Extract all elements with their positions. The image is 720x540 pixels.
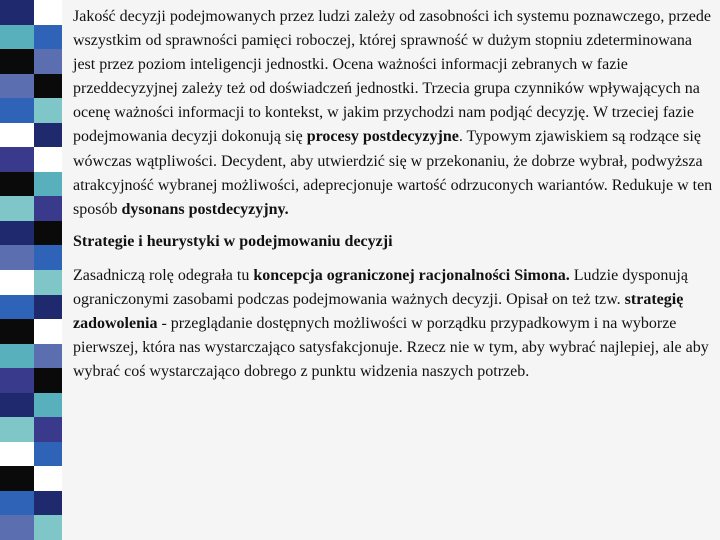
paragraph-text: - przeglądanie dostępnych możliwości w porządku przypadkowym i na wyborze pierwszej, która nas wystarczająco satysfakcjonuje. Rzecz nie w tym, aby wybrać najlepiej, ale aby wybrać coś wystarczająco dobrego z punktu widzenia naszych potrzeb.: [73, 315, 709, 381]
stripe-block: [34, 515, 62, 540]
bold-term-ograniczona-racjonalnosc: koncepcja ograniczonej racjonalności Simona.: [253, 266, 570, 284]
paragraph-text: Ludzie dysponują ograniczonymi zasobami podczas podejmowania ważnych decyzji. Opisał on też tzw.: [73, 266, 688, 309]
bold-term-strategia-zadowolenia: strategię zadowolenia: [73, 291, 684, 333]
stripe-block: [34, 417, 62, 442]
stripe-block: [0, 147, 34, 172]
stripe-block: [34, 0, 62, 25]
stripe-block: [0, 295, 34, 320]
stripe-block: [34, 295, 62, 320]
section-heading: Strategie i heurystyki w podejmowaniu decyzji: [73, 232, 393, 250]
stripe-block: [34, 172, 62, 197]
paragraph-decision-quality: [73, 5, 713, 222]
stripe-block: [0, 515, 34, 540]
decorative-stripe: [0, 0, 62, 540]
stripe-block: [34, 344, 62, 369]
stripe-column-right: [34, 0, 62, 540]
stripe-block: [0, 123, 34, 148]
stripe-block: [34, 319, 62, 344]
stripe-block: [0, 74, 34, 99]
stripe-block: [34, 147, 62, 172]
stripe-block: [34, 270, 62, 295]
stripe-block: [0, 25, 34, 50]
stripe-block: [0, 172, 34, 197]
stripe-block: [34, 98, 62, 123]
stripe-block: [0, 245, 34, 270]
stripe-block: [0, 319, 34, 344]
stripe-block: [0, 344, 34, 369]
stripe-block: [34, 49, 62, 74]
bold-term-dysonans-postdecyzyjny: dysonans postdecyzyjny.: [121, 200, 289, 218]
stripe-block: [34, 368, 62, 393]
stripe-block: [34, 123, 62, 148]
paragraph-text: Jakość decyzji podejmowanych przez ludzi zależy od zasobności ich systemu poznawczego, przede wszystkim od sprawności pamięci roboczej, której sprawność w dużym stopniu zdeterminowana jest przez poziom inteligencji jednostki. Ocena ważności informacji zebranych w fazie przeddecyzyjnej zależy też od doświadczeń jednostki. Trzecia grupa czynników wpływających na ocenę ważności informacji to kontekst, w jakim przychodzi nam podjąć decyzję. W trzeciej fazie podejmowania decyzji dokonują się: [73, 8, 711, 146]
stripe-block: [34, 74, 62, 99]
slide-content: [73, 5, 713, 384]
stripe-block: [0, 221, 34, 246]
stripe-block: [34, 245, 62, 270]
stripe-block: [34, 491, 62, 516]
stripe-block: [0, 98, 34, 123]
stripe-block: [0, 393, 34, 418]
stripe-block: [0, 417, 34, 442]
stripe-block: [34, 196, 62, 221]
stripe-block: [0, 368, 34, 393]
stripe-block: [34, 466, 62, 491]
stripe-block: [34, 393, 62, 418]
bold-term-procesy-postdecyzyjne: procesy postdecyzyjne: [306, 128, 459, 146]
stripe-block: [0, 196, 34, 221]
paragraph-text: . Typowym zjawiskiem są rodzące się wówczas wątpliwości. Decydent, aby utwierdzić się w przekonaniu, że dobrze wybrał, podwyższa atrakcyjność wybranej możliwości, adeprecjonuje wartość odrzuconych wariantów. Redukuje w ten sposób: [73, 128, 713, 218]
stripe-block: [34, 25, 62, 50]
paragraph-simon-concept: [73, 264, 713, 384]
stripe-block: [34, 221, 62, 246]
stripe-block: [0, 442, 34, 467]
stripe-block: [0, 270, 34, 295]
stripe-block: [0, 466, 34, 491]
stripe-block: [0, 0, 34, 25]
stripe-block: [0, 49, 34, 74]
stripe-block: [0, 491, 34, 516]
paragraph-text: Zasadniczą rolę odegrała tu: [73, 266, 254, 284]
stripe-column-left: [0, 0, 34, 540]
stripe-block: [34, 442, 62, 467]
